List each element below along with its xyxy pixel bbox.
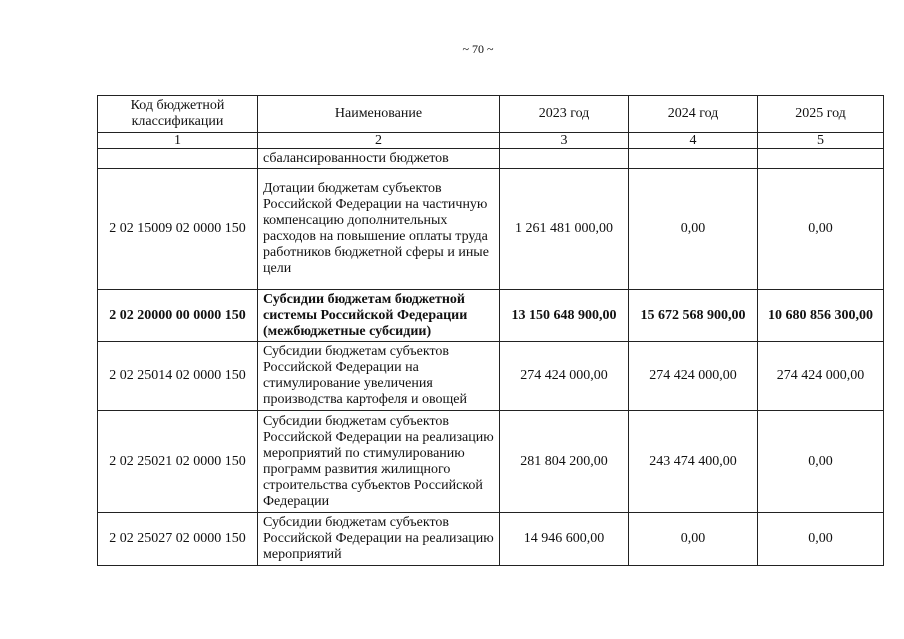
row-code: 2 02 25014 02 0000 150 — [98, 342, 258, 411]
row-2023: 281 804 200,00 — [500, 411, 629, 513]
row-name: сбалансированности бюджетов — [258, 149, 500, 169]
header-row — [98, 96, 884, 133]
row-2024: 0,00 — [629, 513, 758, 566]
column-number: 2 — [258, 133, 500, 149]
header-code: Код бюджетной классификации — [98, 96, 258, 133]
row-name: Дотации бюджетам субъектов Российской Федерации на частичную компенсацию дополнительных расходов на повышение оплаты труда работников бюджетной сферы и иные цели — [258, 169, 500, 290]
row-code: 2 02 25027 02 0000 150 — [98, 513, 258, 566]
page-number: ~ 70 ~ — [462, 42, 494, 56]
row-2025: 10 680 856 300,00 — [758, 290, 884, 342]
row-code: 2 02 15009 02 0000 150 — [98, 169, 258, 290]
row-name: Субсидии бюджетам бюджетной системы Российской Федерации (межбюджетные субсидии) — [258, 290, 500, 342]
row-2025 — [758, 149, 884, 169]
table-row — [98, 290, 884, 342]
row-2023: 14 946 600,00 — [500, 513, 629, 566]
table-row — [98, 513, 884, 566]
row-code: 2 02 25021 02 0000 150 — [98, 411, 258, 513]
header-2024: 2024 год — [629, 96, 758, 133]
row-name: Субсидии бюджетам субъектов Российской Федерации на реализацию мероприятий — [258, 513, 500, 566]
column-number: 3 — [500, 133, 629, 149]
row-2024: 15 672 568 900,00 — [629, 290, 758, 342]
row-2023 — [500, 149, 629, 169]
row-2025: 0,00 — [758, 513, 884, 566]
row-code: 2 02 20000 00 0000 150 — [98, 290, 258, 342]
column-number: 4 — [629, 133, 758, 149]
column-number-row — [98, 133, 884, 149]
column-number: 5 — [758, 133, 884, 149]
header-name: Наименование — [258, 96, 500, 133]
row-2024 — [629, 149, 758, 169]
header-2025: 2025 год — [758, 96, 884, 133]
row-2023: 13 150 648 900,00 — [500, 290, 629, 342]
header-2023: 2023 год — [500, 96, 629, 133]
table-row — [98, 149, 884, 169]
row-name: Субсидии бюджетам субъектов Российской Федерации на реализацию мероприятий по стимулированию программ развития жилищного строительства субъектов Российской Федерации — [258, 411, 500, 513]
row-2025: 0,00 — [758, 169, 884, 290]
row-2025: 0,00 — [758, 411, 884, 513]
row-name: Субсидии бюджетам субъектов Российской Федерации на стимулирование увеличения производства картофеля и овощей — [258, 342, 500, 411]
table-row — [98, 411, 884, 513]
row-code — [98, 149, 258, 169]
row-2024: 274 424 000,00 — [629, 342, 758, 411]
budget-table — [97, 95, 884, 566]
row-2023: 1 261 481 000,00 — [500, 169, 629, 290]
row-2024: 0,00 — [629, 169, 758, 290]
row-2024: 243 474 400,00 — [629, 411, 758, 513]
column-number: 1 — [98, 133, 258, 149]
table-row — [98, 342, 884, 411]
row-2023: 274 424 000,00 — [500, 342, 629, 411]
table-row — [98, 169, 884, 290]
row-2025: 274 424 000,00 — [758, 342, 884, 411]
